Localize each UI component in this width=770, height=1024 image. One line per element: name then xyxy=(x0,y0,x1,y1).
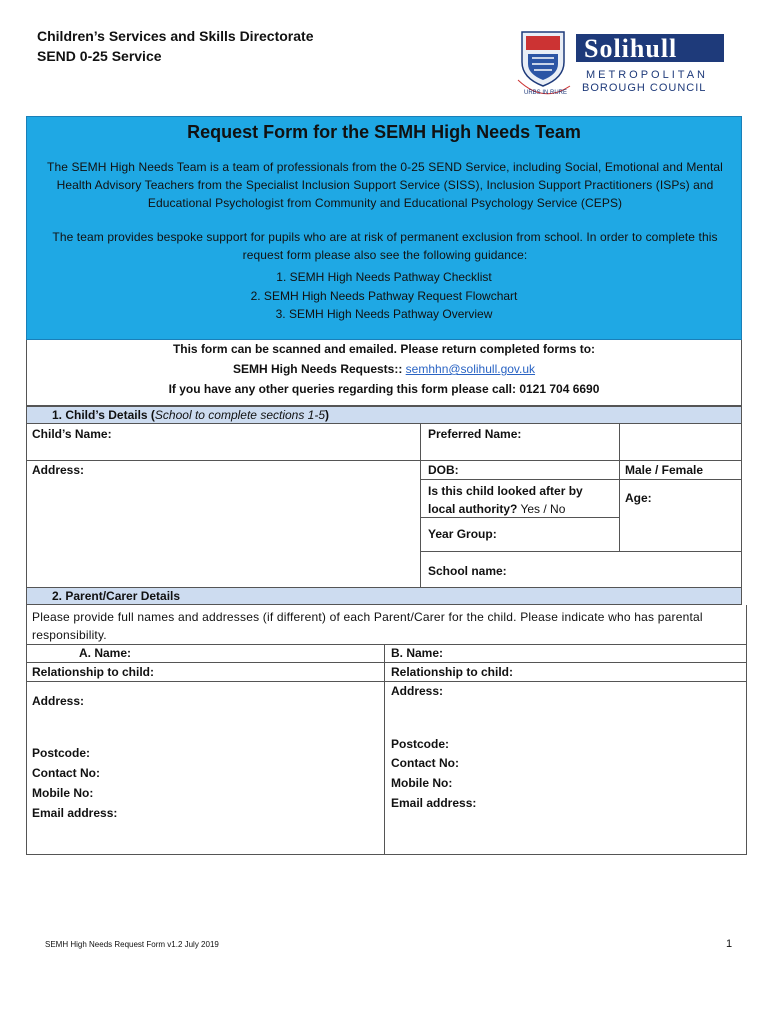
footer-form-version: SEMH High Needs Request Form v1.2 July 2019 xyxy=(45,940,219,949)
queries-phone: If you have any other queries regarding this form please call: 0121 704 6690 xyxy=(168,382,600,396)
section-1-heading xyxy=(26,406,742,424)
parent-a-email-label: Email address: xyxy=(32,806,118,820)
preferred-name-label: Preferred Name: xyxy=(428,427,522,441)
parent-a-address-label: Address: xyxy=(32,694,85,708)
svg-text:Solihull: Solihull xyxy=(584,34,678,63)
return-instructions: This form can be scanned and emailed. Please return completed forms to: xyxy=(172,342,596,356)
parent-a-relationship-label: Relationship to child: xyxy=(32,665,154,679)
form-title: Request Form for the SEMH High Needs Team xyxy=(187,122,581,142)
svg-text:BOROUGH COUNCIL: BOROUGH COUNCIL xyxy=(582,82,707,94)
parent-b-email-label: Email address: xyxy=(391,796,477,810)
council-crest-icon xyxy=(516,28,728,98)
team-description: The SEMH High Needs Team is a team of professionals from the 0-25 SEND Service, including Social, Emotional and Mental Health Advisory Teachers from the Specialist Inclusion Support Service (SISS), Inclusion Support Practitioners (ISPs) and Educational Psychologist from Community and Educational Psychology Service (CEPS) xyxy=(47,160,723,210)
service-title: SEND 0-25 Service xyxy=(37,48,162,64)
directorate-title: Children’s Services and Skills Directorate xyxy=(37,28,314,44)
school-name-label: School name: xyxy=(428,564,507,578)
childs-name-label: Child’s Name: xyxy=(32,427,112,441)
parent-carer-instructions: Please provide full names and addresses (if different) of each Parent/Carer for the child. Please indicate who has parental responsibility. xyxy=(32,610,703,642)
address-label: Address: xyxy=(32,463,85,477)
parent-b-contact-label: Contact No: xyxy=(391,756,459,770)
parent-b-postcode-label: Postcode: xyxy=(391,737,450,751)
parent-a-contact-label: Contact No: xyxy=(32,766,100,780)
return-info xyxy=(26,340,742,406)
parent-a-name-label: A. Name: xyxy=(79,646,132,660)
parent-b-relationship-label: Relationship to child: xyxy=(391,665,513,679)
parent-a-postcode-label: Postcode: xyxy=(32,746,91,760)
guidance-item: 3. SEMH High Needs Pathway Overview xyxy=(275,307,493,321)
svg-text:URBS IN RURE: URBS IN RURE xyxy=(524,90,568,96)
return-email-label: SEMH High Needs Requests:: xyxy=(232,362,406,376)
parent-a-mobile-label: Mobile No: xyxy=(32,786,94,800)
section-2-title: 2. Parent/Carer Details xyxy=(52,589,181,603)
return-email-link[interactable]: semhhn@solihull.gov.uk xyxy=(405,362,536,376)
support-description: The team provides bespoke support for pupils who are at risk of permanent exclusion from school. In order to complete this request form please also see the following guidance: xyxy=(52,230,718,262)
gender-option[interactable]: Male / Female xyxy=(625,463,704,477)
section-1-title: 1. Child’s Details (School to complete sections 1-5) xyxy=(52,408,330,422)
section-2-heading xyxy=(26,587,742,605)
council-logo xyxy=(516,28,728,98)
intro-banner xyxy=(26,116,742,340)
guidance-item: 2. SEMH High Needs Pathway Request Flowchart xyxy=(250,289,518,303)
looked-after-yes-no[interactable]: Yes / No xyxy=(517,502,566,516)
preferred-name-field[interactable] xyxy=(620,425,740,459)
guidance-item: 1. SEMH High Needs Pathway Checklist xyxy=(276,270,492,284)
year-group-label: Year Group: xyxy=(428,527,497,541)
return-email-line xyxy=(27,362,741,376)
parent-b-name-label: B. Name: xyxy=(391,646,444,660)
parent-b-address-label: Address: xyxy=(391,684,444,698)
dob-label: DOB: xyxy=(428,463,459,477)
age-label: Age: xyxy=(625,491,652,505)
page-number: 1 xyxy=(726,938,733,950)
looked-after-question: Is this child looked after by local authority? Yes / No xyxy=(428,484,583,516)
svg-text:METROPOLITAN: METROPOLITAN xyxy=(586,69,708,81)
parent-b-mobile-label: Mobile No: xyxy=(391,776,453,790)
